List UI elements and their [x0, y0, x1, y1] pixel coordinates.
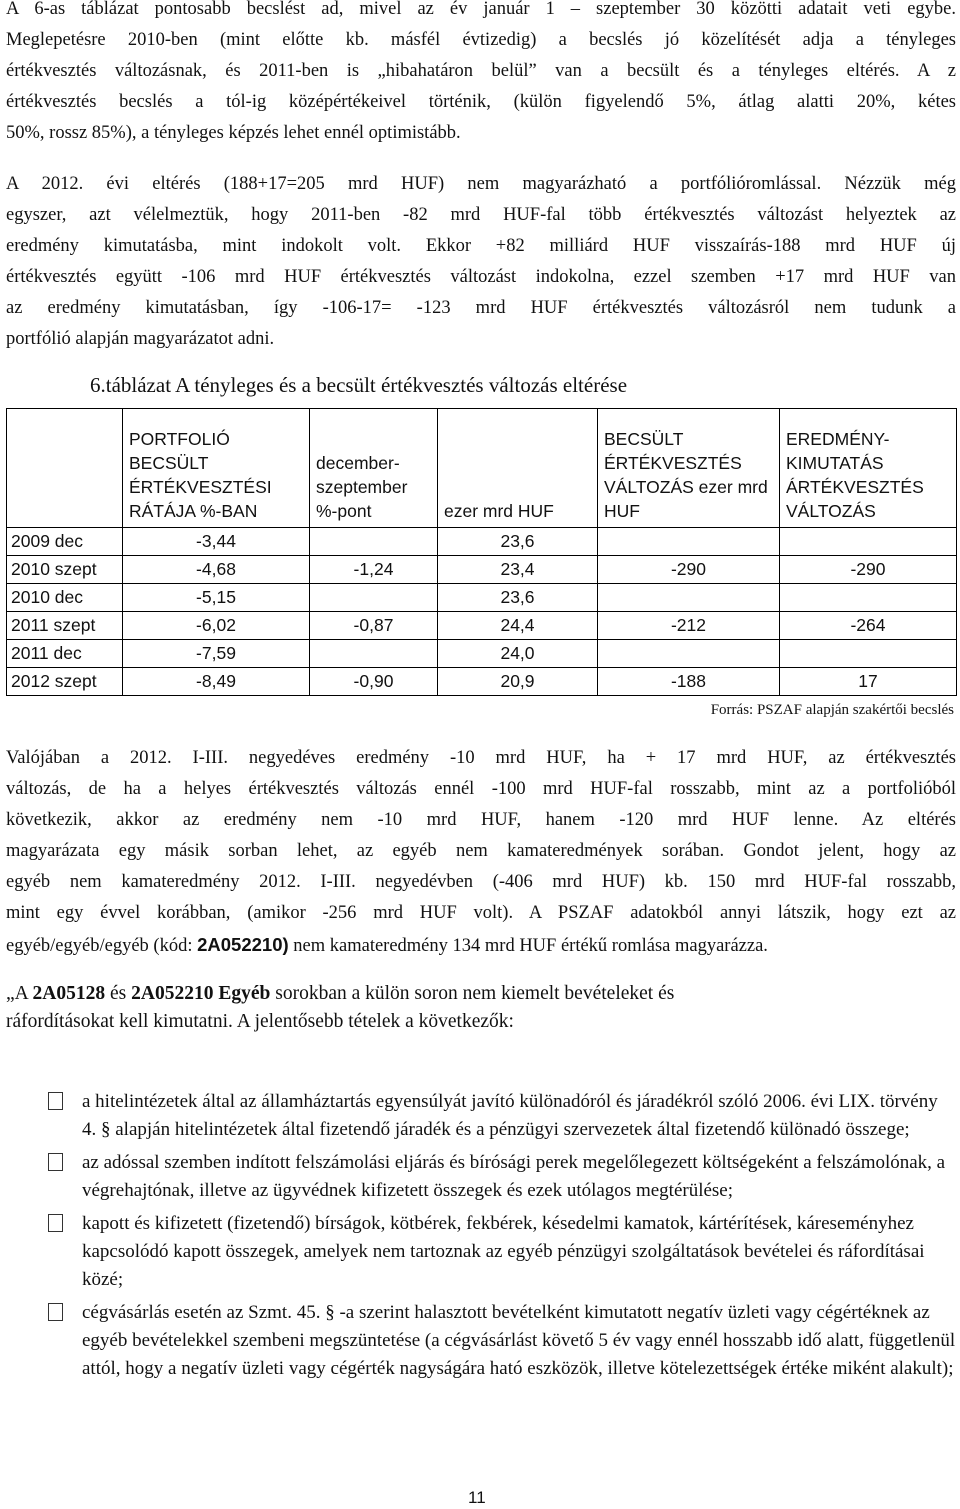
paragraph-3 — [6, 743, 956, 962]
quote-line-2: ráfordításokat kell kimutatni. A jelentősebb tételek a következők: — [6, 1011, 514, 1032]
table-cell: 17 — [780, 668, 957, 696]
table-cell: -4,68 — [123, 556, 310, 584]
paragraph-2 — [6, 169, 956, 355]
quote-line-1 — [6, 980, 956, 1008]
table-cell — [310, 528, 438, 556]
code-bold: 2A052210 Egyéb — [131, 983, 271, 1004]
table-cell: -188 — [598, 668, 780, 696]
table-cell — [780, 528, 957, 556]
table-cell — [780, 584, 957, 612]
table-cell: -212 — [598, 612, 780, 640]
text-line: értékvesztés változásnak, és 2011-ben is „hibahatáron belül” van a becsült és a tényleges eltérés. A z — [6, 61, 956, 81]
list-item-text: az adóssal szemben indított felszámolási eljárás és bírósági perek megelőlegezett költségeként a felszámolónak, a végrehajtónak, illetve az ügyvédnek kifizetett összegek és ezek utólagos megtérülése; — [82, 1152, 946, 1201]
text-line — [6, 929, 956, 962]
text-line: magyarázata egy másik sorban lehet, az egyéb nem kamateredmények sorában. Gondot jelent, hogy az — [6, 841, 956, 861]
table-cell: -290 — [780, 556, 957, 584]
list-item — [6, 1299, 956, 1383]
table-header-cell: BECSÜLT ÉRTÉKVESZTÉS VÁLTOZÁS ezer mrd HUF — [598, 409, 780, 528]
table-cell: 23,6 — [438, 528, 598, 556]
bullet-box-icon — [48, 1153, 63, 1171]
table-row — [7, 528, 957, 556]
text-line: A 2012. évi eltérés (188+17=205 mrd HUF) nem magyarázható a portfólióromlással. Nézzük még — [6, 174, 956, 194]
text-line: Valójában a 2012. I-III. negyedéves eredmény -10 mrd HUF, ha + 17 mrd HUF, az értékvesztés — [6, 748, 956, 768]
code-label: 2A052210) — [197, 934, 289, 955]
list-item-text: kapott és kifizetett (fizetendő) bírságok, kötbérek, fekbérek, késedelmi kamatok, kártérítések, káreseményhez kapcsolódó kapott összegek, amelyek nem tartoznak az egyéb pénzügyi szolgáltatások bevételei és ráfordításai közé; — [82, 1213, 925, 1290]
list-item — [6, 1210, 956, 1294]
table-row — [7, 668, 957, 696]
table-cell: -0,87 — [310, 612, 438, 640]
text-fragment: nem kamateredmény 134 mrd HUF értékű romlása magyarázza. — [288, 936, 768, 956]
list-item-text: cégvásárlás esetén az Szmt. 45. § -a szerint halasztott bevételként kimutatott negatív üzleti vagy cégértéknek az egyéb bevételekkel szembeni megszüntetése (a cégvásárlást követő 5 év vagy ennél hosszabb idő alatt, függetlenül attól, hogy a negatív üzleti vagy cégérték nagyságára ható eszközök, illetve kötelezettségek értéke miként alakult); — [82, 1302, 956, 1379]
text-line: az eredmény kimutatásban, így -106-17= -123 mrd HUF értékvesztés változásról nem tudunk a — [6, 298, 956, 318]
text-line: A 6-as táblázat pontosabb becslést ad, mivel az év január 1 – szeptember 30 közötti adatait veti egybe. — [6, 0, 956, 19]
table-cell: 2009 dec — [7, 528, 123, 556]
table-row — [7, 556, 957, 584]
text-line: változás, de ha a helyes értékvesztés változás ennél -100 mrd HUF-fal rosszabb, mint az a portfolióból — [6, 779, 956, 799]
table-cell: 24,0 — [438, 640, 598, 668]
table-cell: 23,4 — [438, 556, 598, 584]
bullet-box-icon — [48, 1303, 63, 1321]
text-fragment: „A — [6, 983, 33, 1004]
table-header-cell: EREDMÉNY-KIMUTATÁS ÁRTÉKVESZTÉS VÁLTOZÁS — [780, 409, 957, 528]
table-header-cell: december-szeptember %-pont — [310, 409, 438, 528]
text-line: portfólió alapján magyarázatot adni. — [6, 329, 275, 349]
table-row — [7, 584, 957, 612]
text-line: értékvesztés együtt -106 mrd HUF értékvesztés változást indokolna, ezzel szemben +17 mrd HUF van — [6, 267, 956, 287]
code-bold: 2A05128 — [32, 983, 106, 1004]
text-line: eredmény kimutatásba, mint indokolt volt. Ekkor +82 milliárd HUF visszaírás-188 mrd HUF új — [6, 236, 956, 256]
list-item — [6, 1088, 956, 1144]
table-cell: -8,49 — [123, 668, 310, 696]
paragraph-1 — [6, 0, 956, 149]
table-cell: -6,02 — [123, 612, 310, 640]
table-header-cell: ezer mrd HUF — [438, 409, 598, 528]
table-cell: 2011 dec — [7, 640, 123, 668]
text-line: Meglepetésre 2010-ben (mint előtte kb. másfél évtizedig) a becslés jó közelítését adja a tényleges — [6, 30, 956, 50]
text-line: értékvesztés becslés a tól-ig középértékeivel történik, (külön figyelendő 5%, átlag alatti 20%, kétes — [6, 92, 956, 112]
table-cell: -264 — [780, 612, 957, 640]
table-header-cell: PORTFOLIÓ BECSÜLT ÉRTÉKVESZTÉSI RÁTÁJA %-BAN — [123, 409, 310, 528]
table-header-row — [7, 409, 957, 528]
table-cell: -5,15 — [123, 584, 310, 612]
list-item-text: a hitelintézetek által az államháztartás egyensúlyát javító különadóról és járadékról szóló 2006. évi LIX. törvény 4. § alapján hitelintézetek által fizetendő járadék és a pénzügyi szervezetek által fizetendő különadó összege; — [82, 1091, 938, 1140]
table-cell — [780, 640, 957, 668]
text-line: következik, akkor az eredmény nem -10 mrd HUF, hanem -120 mrd HUF lenne. Az eltérés — [6, 810, 956, 830]
table-cell — [310, 584, 438, 612]
text-line: egyéb nem kamateredmény 2012. I-III. negyedévben (-406 mrd HUF) kb. 150 mrd HUF-fal rosszabb, — [6, 872, 956, 892]
table-cell: 2012 szept — [7, 668, 123, 696]
text-line: egyszer, azt vélelmeztük, hogy 2011-ben -82 mrd HUF-fal több értékvesztés változást helyeztek az — [6, 205, 956, 225]
text-fragment: sorokban a külön soron nem kiemelt bevételeket és — [270, 983, 675, 1004]
table-cell: 20,9 — [438, 668, 598, 696]
table-cell — [310, 640, 438, 668]
estimate-table — [6, 408, 957, 696]
table-source: Forrás: PSZAF alapján szakértői becslés — [710, 702, 954, 718]
table-cell: -7,59 — [123, 640, 310, 668]
table-cell — [598, 584, 780, 612]
table-cell: -0,90 — [310, 668, 438, 696]
bullet-list — [6, 1088, 956, 1388]
quote-intro — [6, 980, 956, 1036]
table-cell — [598, 528, 780, 556]
text-fragment: egyéb/egyéb/egyéb (kód: — [6, 936, 198, 956]
page-number: 11 — [468, 1488, 486, 1507]
table-cell — [598, 640, 780, 668]
table-cell: -1,24 — [310, 556, 438, 584]
bullet-box-icon — [48, 1092, 63, 1110]
table-cell: 2010 dec — [7, 584, 123, 612]
table-cell: 2011 szept — [7, 612, 123, 640]
text-line: 50%, rossz 85%), a tényleges képzés lehet ennél optimistább. — [6, 123, 461, 143]
table-cell: 23,6 — [438, 584, 598, 612]
table-row — [7, 640, 957, 668]
table-row — [7, 612, 957, 640]
table-cell: -290 — [598, 556, 780, 584]
table-cell: 2010 szept — [7, 556, 123, 584]
text-line: mint egy évvel korábban, (amikor -256 mrd HUF volt). A PSZAF adatokból annyi látszik, hogy ezt az — [6, 903, 956, 923]
bullet-box-icon — [48, 1214, 63, 1232]
table-caption: 6.táblázat A tényleges és a becsült értékvesztés változás eltérése — [90, 373, 628, 397]
table-header-cell — [7, 409, 123, 528]
text-fragment: és — [105, 983, 132, 1004]
table-cell: 24,4 — [438, 612, 598, 640]
list-item — [6, 1149, 956, 1205]
table-cell: -3,44 — [123, 528, 310, 556]
